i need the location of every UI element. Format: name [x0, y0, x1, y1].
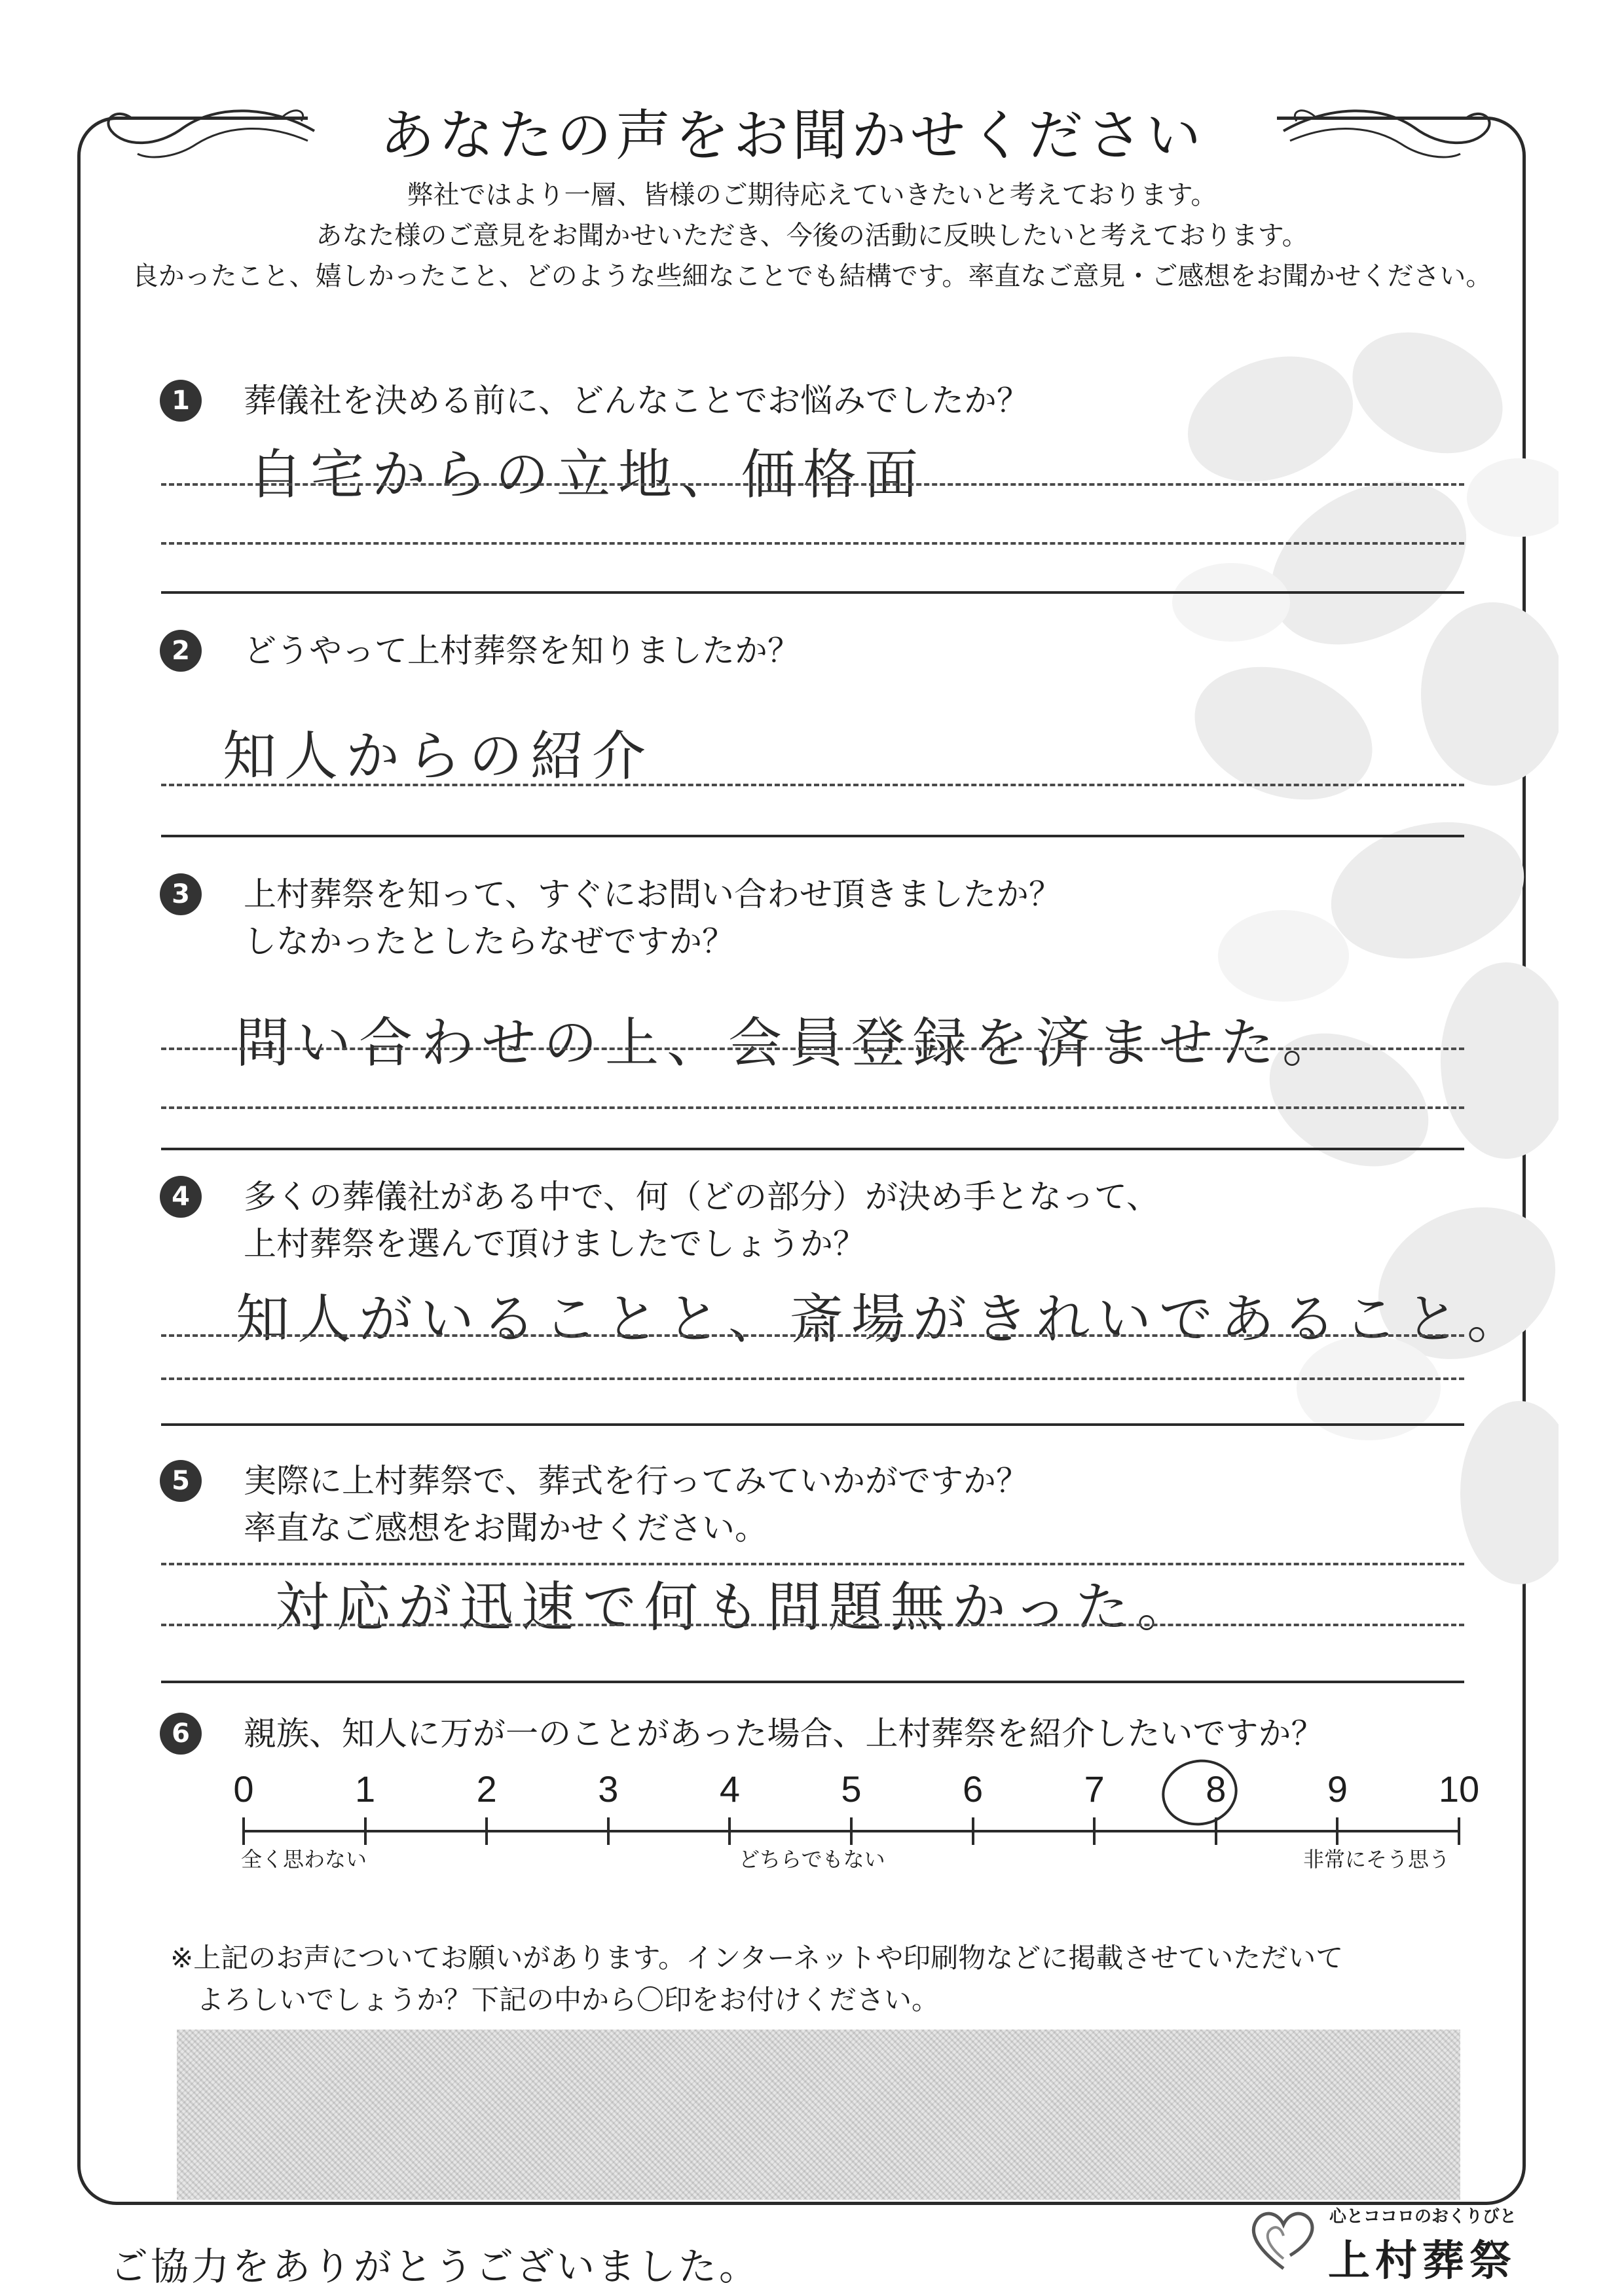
scale-number-10[interactable]: 10	[1438, 1768, 1480, 1810]
answer-line	[161, 542, 1464, 545]
scale-number-3[interactable]: 3	[598, 1768, 619, 1810]
intro-line-1: 弊社ではより一層、皆様のご期待応えていきたいと考えております。	[407, 180, 1217, 210]
scale-tick	[607, 1817, 610, 1845]
scale-tick	[1093, 1817, 1096, 1845]
intro-line-2: あなた様のご意見をお聞かせいただき、今後の活動に反映したいと考えております。	[316, 221, 1308, 251]
answer-4-text: 知人がいることと、斎場がきれいであること。	[236, 1288, 1529, 1351]
section-divider	[161, 591, 1464, 594]
left-flourish-icon	[85, 92, 321, 177]
answer-3-text: 問い合わせの上、会員登録を済ませた。	[236, 1012, 1344, 1074]
scale-number-7[interactable]: 7	[1084, 1768, 1105, 1810]
scale-label-low: 全く思わない	[241, 1847, 367, 1872]
scale-tick	[728, 1817, 731, 1845]
question-3-text-line-2: しなかったとしたらなぜですか？	[244, 922, 735, 960]
question-2-number-badge: 2	[160, 630, 202, 672]
scale-number-9[interactable]: 9	[1327, 1768, 1348, 1810]
scale-number-8[interactable]: 8	[1206, 1768, 1227, 1810]
heart-logo-icon	[1244, 2200, 1323, 2278]
publication-note-line-1: ※上記のお声についてお願いがあります。インターネットや印刷物などに掲載させていただいて	[170, 1942, 1344, 1974]
question-5-text-line-2: 率直なご感想をお聞かせください。	[244, 1509, 767, 1547]
right-flourish-icon	[1277, 92, 1513, 177]
answer-line	[161, 1106, 1464, 1109]
section-divider	[161, 1423, 1464, 1426]
question-1-number-badge: 1	[160, 380, 202, 422]
scale-tick	[850, 1817, 853, 1845]
scale-number-2[interactable]: 2	[476, 1768, 497, 1810]
answer-line	[161, 1624, 1464, 1626]
scale-number-5[interactable]: 5	[841, 1768, 862, 1810]
scale-tick	[485, 1817, 488, 1845]
scale-number-6[interactable]: 6	[963, 1768, 984, 1810]
section-divider	[161, 1681, 1464, 1683]
redacted-consent-area	[177, 2030, 1460, 2200]
scale-label-mid: どちらでもない	[739, 1847, 885, 1872]
brand-tagline: 心とココロのおくりびと	[1329, 2207, 1517, 2227]
scale-tick	[972, 1817, 974, 1845]
intro-line-3: 良かったこと、嬉しかったこと、どのような些細なことでも結構です。率直なご意見・ご感想をお聞かせください。	[132, 261, 1492, 291]
question-4-text-line-1: 多くの葬儀社がある中で、何（どの部分）が決め手となって、	[244, 1178, 1159, 1216]
question-5-text-line-1: 実際に上村葬祭で、葬式を行ってみていかがですか？	[244, 1462, 1029, 1500]
question-2-text: どうやって上村葬祭を知りましたか？	[244, 632, 800, 670]
answer-line	[161, 1377, 1464, 1380]
answer-5-text: 対応が迅速で何も問題無かった。	[275, 1576, 1199, 1639]
publication-note-line-2: よろしいでしょうか？下記の中から〇印をお付けください。	[196, 1984, 940, 2016]
answer-line	[161, 1563, 1464, 1565]
answer-line	[161, 483, 1464, 486]
scale-tick	[364, 1817, 367, 1845]
scale-number-0[interactable]: 0	[233, 1768, 254, 1810]
question-1-text: 葬儀社を決める前に、どんなことでお悩みでしたか？	[244, 382, 1029, 420]
answer-line	[161, 1334, 1464, 1337]
scale-tick	[1336, 1817, 1338, 1845]
scale-number-4[interactable]: 4	[719, 1768, 740, 1810]
question-3-number-badge: 3	[160, 873, 202, 915]
answer-1-text: 自宅からの立地、価格面	[249, 444, 927, 506]
scale-tick	[1215, 1817, 1217, 1845]
question-4-text-line-2: 上村葬祭を選んで頂けましたでしょうか？	[244, 1225, 866, 1263]
question-3-text-line-1: 上村葬祭を知って、すぐにお問い合わせ頂きましたか？	[244, 875, 1061, 913]
brand-logo-text: 上村葬祭	[1328, 2237, 1517, 2286]
question-4-number-badge: 4	[160, 1176, 202, 1218]
section-divider	[161, 835, 1464, 837]
answer-2-text: 知人からの紹介	[223, 725, 654, 788]
question-6-number-badge: 6	[160, 1713, 202, 1755]
page-title: あなたの声をお聞かせください	[379, 103, 1205, 168]
scale-tick	[1458, 1817, 1460, 1845]
scale-tick	[242, 1817, 245, 1845]
question-6-text: 親族、知人に万が一のことがあった場合、上村葬祭を紹介したいですか？	[244, 1715, 1324, 1753]
footer-thanks: ご協力をありがとうございました。	[110, 2244, 760, 2289]
section-divider	[161, 1148, 1464, 1150]
question-5-number-badge: 5	[160, 1460, 202, 1502]
answer-line	[161, 784, 1464, 786]
scale-number-1[interactable]: 1	[355, 1768, 376, 1810]
scale-label-high: 非常にそう思う	[1303, 1847, 1450, 1872]
answer-line	[161, 1048, 1464, 1050]
